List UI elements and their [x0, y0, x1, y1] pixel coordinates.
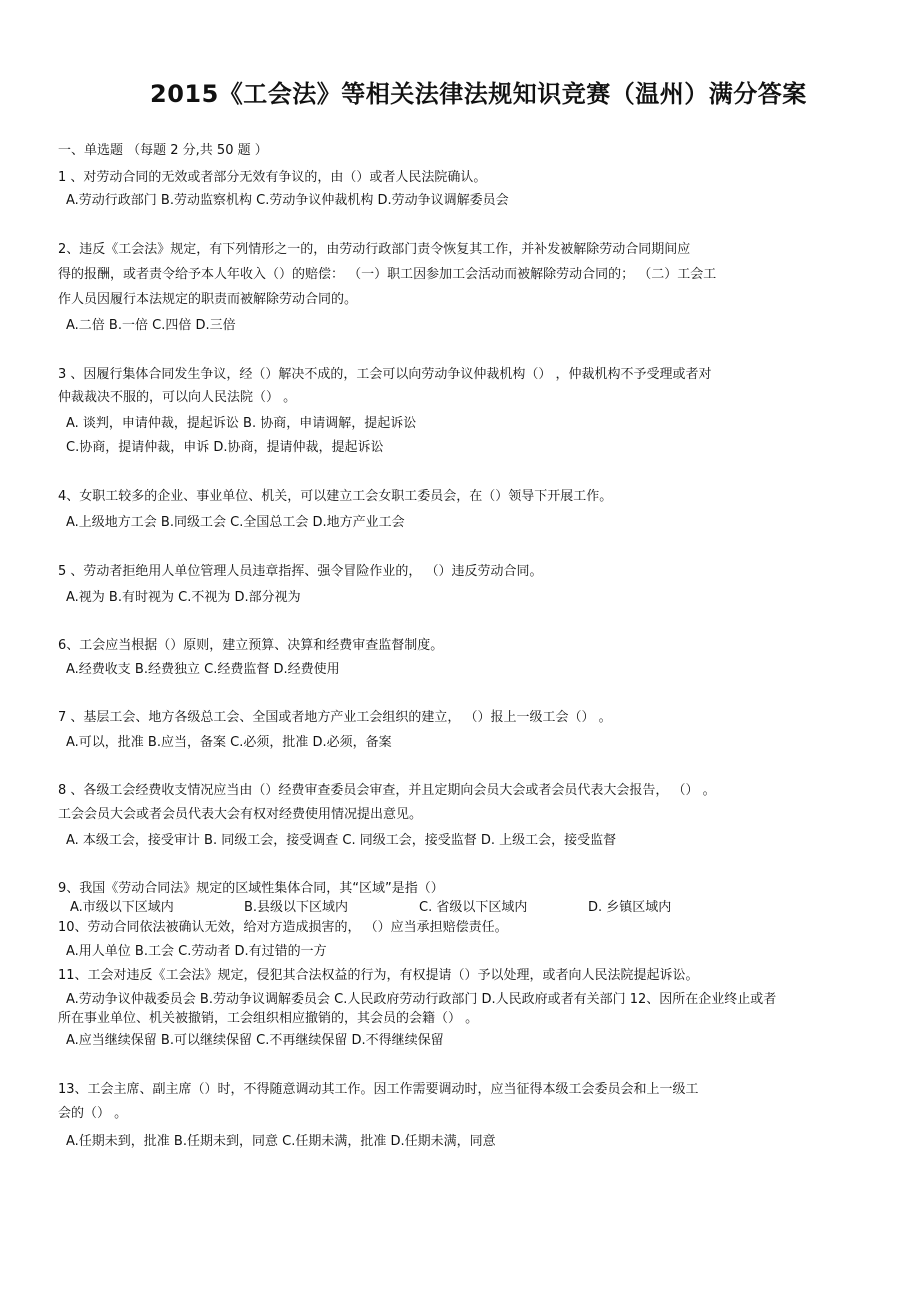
question-8-options: A. 本级工会，接受审计 B. 同级工会，接受调查 C. 同级工会，接受监督 D. 上级工会，接受监督 [66, 833, 617, 848]
question-2-line-3: 作人员因履行本法规定的职责而被解除劳动合同的。 [58, 292, 358, 307]
question-10-stem: 10、劳动合同依法被确认无效，给对方造成损害的， （）应当承担赔偿责任。 [58, 920, 508, 935]
question-7-options: A.可以，批准 B.应当，备案 C.必须，批准 D.必须，备案 [66, 735, 392, 750]
question-1-stem: 1 、对劳动合同的无效或者部分无效有争议的，由（）或者人民法院确认。 [58, 170, 487, 185]
question-3-options-2: C.协商，提请仲裁，申诉 D.协商，提请仲裁，提起诉讼 [66, 440, 384, 455]
question-6-options: A.经费收支 B.经费独立 C.经费监督 D.经费使用 [66, 662, 340, 677]
question-8-line-2: 工会会员大会或者会员代表大会有权对经费使用情况提出意见。 [58, 807, 423, 822]
page-title: 2015《工会法》等相关法律法规知识竞赛（温州）满分答案 [150, 80, 807, 108]
question-1-options: A.劳动行政部门 B.劳动监察机构 C.劳动争议仲裁机构 D.劳动争议调解委员会 [66, 193, 509, 208]
question-2-options: A.二倍 B.一倍 C.四倍 D.三倍 [66, 318, 236, 333]
question-13-options: A.任期未到，批准 B.任期未到，同意 C.任期未满，批准 D.任期未满，同意 [66, 1134, 496, 1149]
question-9-option-b: B.县级以下区域内 [244, 900, 349, 915]
question-13-line-1: 13、工会主席、副主席（）时，不得随意调动其工作。因工作需要调动时，应当征得本级工会委员会和上一级工 [58, 1082, 699, 1097]
question-5-stem: 5 、劳动者拒绝用人单位管理人员违章指挥、强令冒险作业的， （）违反劳动合同。 [58, 564, 543, 579]
question-9-option-d: D. 乡镇区域内 [588, 900, 672, 915]
question-7-stem: 7 、基层工会、地方各级总工会、全国或者地方产业工会组织的建立， （）报上一级工会（） 。 [58, 710, 612, 725]
question-3-options-1: A. 谈判，申请仲裁，提起诉讼 B. 协商，申请调解，提起诉讼 [66, 416, 417, 431]
question-4-options: A.上级地方工会 B.同级工会 C.全国总工会 D.地方产业工会 [66, 515, 405, 530]
question-8-line-1: 8 、各级工会经费收支情况应当由（）经费审查委员会审查，并且定期向会员大会或者会员代表大会报告， （） 。 [58, 783, 716, 798]
question-2-line-2: 得的报酬，或者责令给予本人年收入（）的赔偿： （一）职工因参加工会活动而被解除劳动合同的； （二）工会工 [58, 267, 717, 282]
question-10-options: A.用人单位 B.工会 C.劳动者 D.有过错的一方 [66, 944, 327, 959]
question-13-line-2: 会的（） 。 [58, 1106, 128, 1121]
question-6-stem: 6、工会应当根据（）原则，建立预算、决算和经费审查监督制度。 [58, 638, 444, 653]
question-9-stem: 9、我国《劳动合同法》规定的区域性集体合同，其“区域”是指（） [58, 881, 444, 896]
question-5-options: A.视为 B.有时视为 C.不视为 D.部分视为 [66, 590, 301, 605]
question-12-options: A.应当继续保留 B.可以继续保留 C.不再继续保留 D.不得继续保留 [66, 1033, 444, 1048]
question-12-line-2: 所在事业单位、机关被撤销，工会组织相应撤销的，其会员的会籍（） 。 [58, 1011, 479, 1026]
question-9-option-a: A.市级以下区域内 [70, 900, 174, 915]
question-11-stem: 11、工会对违反《工会法》规定，侵犯其合法权益的行为，有权提请（）予以处理，或者向人民法院提起诉讼。 [58, 968, 699, 983]
question-9-option-c: C. 省级以下区域内 [419, 900, 528, 915]
question-4-stem: 4、女职工较多的企业、事业单位、机关，可以建立工会女职工委员会，在（）领导下开展工作。 [58, 489, 613, 504]
section-heading: 一、单选题 （每题 2 分,共 50 题 ） [58, 143, 268, 158]
question-3-line-2: 仲裁裁决不服的，可以向人民法院（） 。 [58, 390, 297, 405]
question-3-line-1: 3 、因履行集体合同发生争议，经（）解决不成的，工会可以向劳动争议仲裁机构（） ，仲裁机构不予受理或者对 [58, 367, 712, 382]
question-2-line-1: 2、违反《工会法》规定，有下列情形之一的，由劳动行政部门责令恢复其工作，并补发被解除劳动合同期间应 [58, 242, 691, 257]
question-11-options: A.劳动争议仲裁委员会 B.劳动争议调解委员会 C.人民政府劳动行政部门 D.人民政府或者有关部门 12、因所在企业终止或者 [66, 992, 777, 1007]
